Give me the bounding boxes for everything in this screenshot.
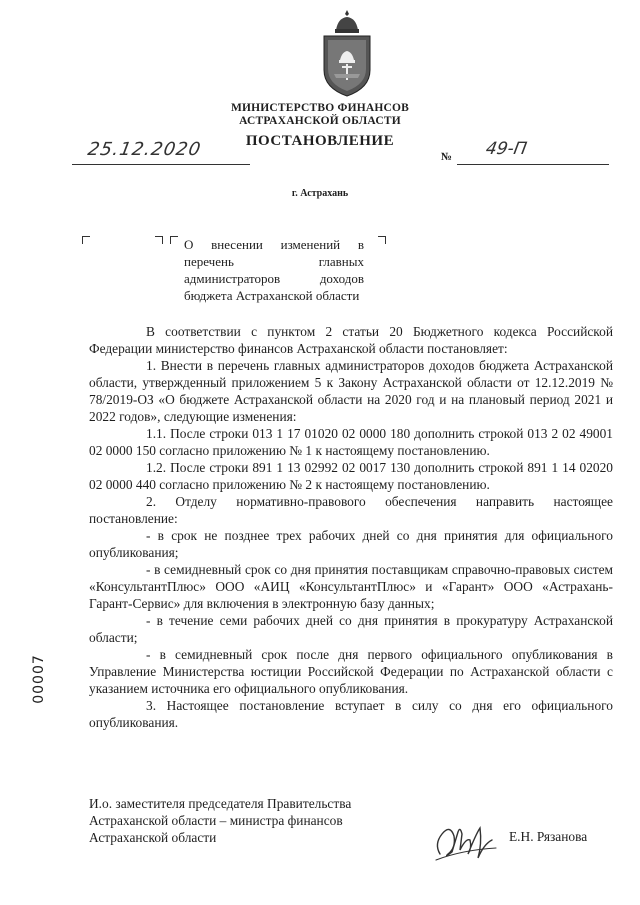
body-paragraph: 1. Внести в перечень главных администраторов доходов бюджета Астраханской области, утвержденный приложением 5 к Закону Астраханской области от 12.12.2019 № 78/2019-ОЗ «О бюджете Астраханской области на 2020 год и на плановый период 2021 и 2022 годов», следующие изменения:	[89, 358, 613, 424]
ministry-name-line2: АСТРАХАНСКОЙ ОБЛАСТИ	[239, 115, 401, 127]
body-paragraph: - в семидневный срок после дня первого официального опубликования в Управление Министерства юстиции Российской Федерации по Астраханской области с указанием источника его официального опубликования.	[89, 647, 613, 696]
side-page-number: 00007	[31, 654, 47, 704]
ministry-name	[0, 102, 640, 128]
body-paragraph: В соответствии с пунктом 2 статьи 20 Бюджетного кодекса Российской Федерации министерство финансов Астраханской области постановляет:	[89, 324, 613, 356]
coat-of-arms-emblem	[318, 8, 376, 98]
body-paragraph: 2. Отделу нормативно-правового обеспечения направить настоящее постановление:	[89, 494, 613, 526]
body-paragraph: - в семидневный срок со дня принятия поставщикам справочно-правовых систем «КонсультантПлюс» ООО «АИЦ «КонсультантПлюс» и «Гарант» ООО «Астрахань-Гарант-Сервис» для включения в электронную базу данных;	[89, 562, 613, 611]
document-body	[89, 323, 613, 731]
signatory-title-line2: Астраханской области – министра финансов	[89, 813, 343, 828]
subject-corner-bracket	[82, 236, 90, 244]
handwritten-signature	[432, 814, 502, 866]
body-paragraph: - в течение семи рабочих дней со дня принятия в прокуратуру Астраханской области;	[89, 613, 613, 645]
signatory-title	[89, 795, 409, 846]
document-type-title: ПОСТАНОВЛЕНИЕ	[245, 133, 395, 149]
number-underline	[457, 138, 609, 165]
body-paragraph: 1.2. После строки 891 1 13 02992 02 0017 130 дополнить строкой 891 1 14 02020 02 0000 440 согласно приложению № 2 к настоящему постановлению.	[89, 460, 613, 492]
subject-corner-bracket	[170, 236, 178, 244]
ministry-name-line1: МИНИСТЕРСТВО ФИНАНСОВ	[230, 102, 410, 114]
signatory-title-line1: И.о. заместителя председателя Правительства	[89, 796, 352, 811]
number-sign: №	[441, 151, 453, 163]
signatory-name: Е.Н. Рязанова	[509, 829, 588, 844]
body-paragraph: 1.1. После строки 013 1 17 01020 02 0000 180 дополнить строкой 013 2 02 49001 02 0000 150 согласно приложению № 1 к настоящему постановлению.	[89, 426, 613, 458]
document-number: 49-П	[484, 139, 529, 159]
document-date: 25.12.2020	[86, 139, 203, 160]
city-name: г. Астрахань	[291, 188, 349, 199]
signatory-title-line3: Астраханской области	[89, 830, 217, 845]
body-paragraph: 3. Настоящее постановление вступает в силу со дня его официального опубликования.	[89, 698, 613, 730]
document-subject: О внесении изменений в перечень главных администраторов доходов бюджета Астраханской области	[184, 237, 364, 303]
subject-corner-bracket	[155, 236, 163, 244]
body-paragraph: - в срок не позднее трех рабочих дней со дня принятия для официального опубликования;	[89, 528, 613, 560]
subject-corner-bracket	[378, 236, 386, 244]
